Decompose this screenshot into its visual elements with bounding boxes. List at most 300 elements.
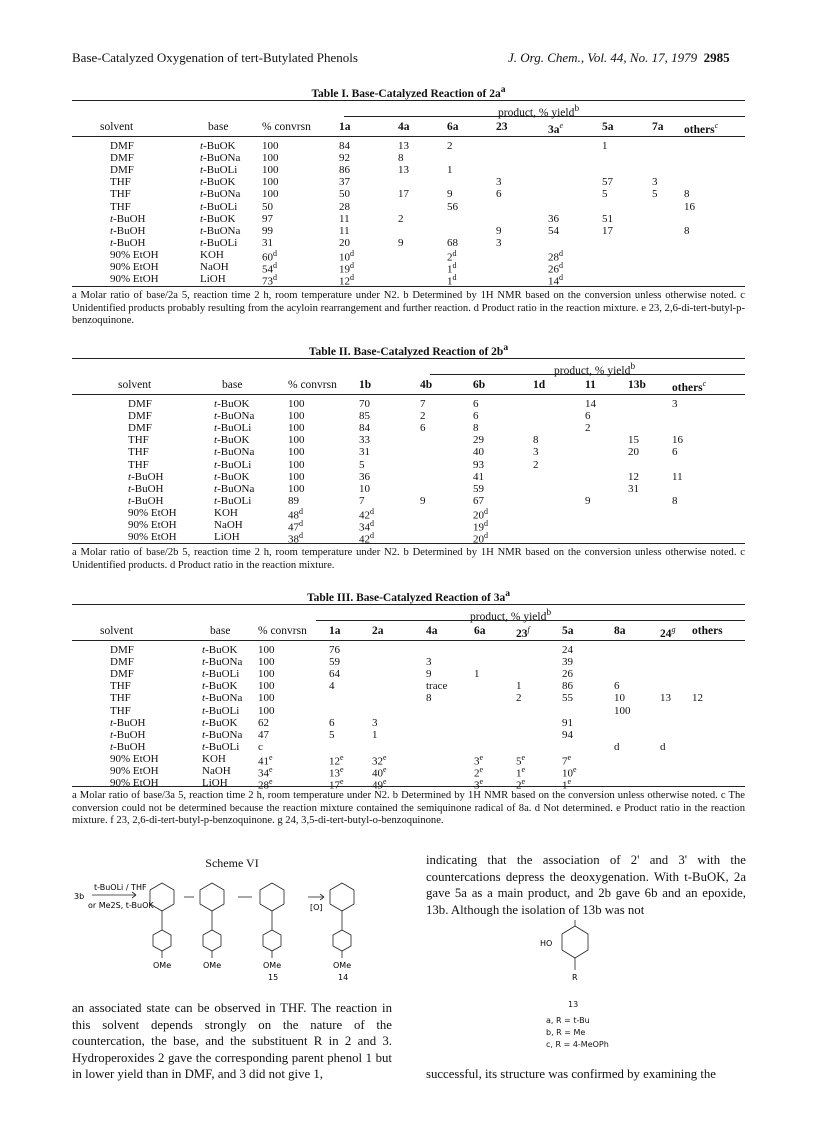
table3-cell: 55 xyxy=(562,692,573,705)
table2-cell: 31 xyxy=(359,446,370,459)
table2-cell: 15 xyxy=(628,434,639,447)
table1-cell: 3 xyxy=(496,176,502,189)
table2-cell: KOH xyxy=(214,506,238,519)
table1-cell: 3 xyxy=(652,176,658,189)
table2-cell: NaOH xyxy=(214,519,243,531)
table2-cell: 90% EtOH xyxy=(128,506,177,519)
table1-cell: 26$^d$ xyxy=(548,261,563,276)
table1-cell: 8 xyxy=(684,188,690,201)
table1-cell: 99 xyxy=(262,224,273,237)
table2-cell: 11 xyxy=(672,470,683,483)
table3-cell: 3 xyxy=(372,716,378,729)
table3-cell: 12e xyxy=(329,752,344,768)
table3-cell: 2e xyxy=(516,777,526,792)
table3-cell: 13 xyxy=(660,692,671,705)
table3-cell: THF xyxy=(110,704,131,717)
table2-cell: 6 xyxy=(473,398,479,410)
table1-cell: 84 xyxy=(339,140,350,152)
table2-cell: THF xyxy=(128,458,149,471)
table1-col-header: base xyxy=(208,121,229,133)
table2-cell: 100 xyxy=(288,446,305,459)
table3-cell: 1e xyxy=(516,765,526,780)
table1-cell: 100 xyxy=(262,140,279,152)
scheme-oxidant: [O] xyxy=(310,903,323,912)
table3-cell: 100 xyxy=(258,704,275,717)
table3-cell: 2 xyxy=(516,692,522,705)
table1-cell: KOH xyxy=(200,248,224,261)
table1-cell: t-BuOH xyxy=(110,236,146,249)
table2-cell: t-BuOH xyxy=(128,494,164,507)
table3-cell: t-BuOLi xyxy=(202,668,240,681)
table1-cell: 90% EtOH xyxy=(110,248,159,261)
table1-cell: THF xyxy=(110,176,131,189)
table2-cell: 59 xyxy=(473,482,484,495)
table3-col-header: 5a xyxy=(562,625,574,637)
table1-cell: 1$^d$ xyxy=(447,261,457,276)
table3-cell: 49e xyxy=(372,777,387,792)
table1-cell: 90% EtOH xyxy=(110,273,159,286)
table1-cell: 9 xyxy=(447,188,453,201)
table2-cell: t-BuONa xyxy=(214,446,255,459)
table2-cell: 90% EtOH xyxy=(128,519,177,531)
table3-cell: 3e xyxy=(474,752,484,768)
table1-cell: 1 xyxy=(447,164,453,177)
table2-cell: 5 xyxy=(359,458,365,471)
table1-cell: t-BuOK xyxy=(200,176,236,189)
table2-cell: t-BuOH xyxy=(128,482,164,495)
table3-cell: 6 xyxy=(614,680,620,693)
table1-cell: THF xyxy=(110,188,131,201)
table3-cell: d xyxy=(660,740,666,753)
table3-cell: 100 xyxy=(258,668,275,681)
table1-cell: 2$^d$ xyxy=(447,248,457,264)
table1-cell: 17 xyxy=(398,188,409,201)
table2-cell: 8 xyxy=(672,494,678,507)
table3-cell: trace xyxy=(426,680,448,693)
table2-cell: 12 xyxy=(628,470,639,483)
table2-cell: 34$^d$ xyxy=(359,519,374,534)
table2-cell: t-BuOLi xyxy=(214,422,252,435)
table3-cell: 100 xyxy=(614,704,631,717)
table2-cell: 70 xyxy=(359,398,370,410)
table1-cell: 50 xyxy=(262,200,273,213)
table3-cell: 13e xyxy=(329,765,344,780)
table3-cell: 47 xyxy=(258,728,269,741)
scheme-label-14: 14 xyxy=(338,973,349,982)
table2-cell: 20$^d$ xyxy=(473,531,488,546)
table3-col-header: 2a xyxy=(372,625,384,637)
table1-top-rule xyxy=(72,100,745,101)
running-header-left: Base-Catalyzed Oxygenation of tert-Butylated Phenols xyxy=(72,50,358,65)
table2-head-rule xyxy=(72,394,745,395)
table2-cell: 2 xyxy=(585,422,591,435)
table1-cell: 51 xyxy=(602,212,613,225)
table1-col-header: 23 xyxy=(496,121,508,133)
table3-cell: 32e xyxy=(372,752,387,768)
table1-cell: 9 xyxy=(496,224,502,237)
table3-col-header: base xyxy=(210,625,231,637)
table3-cell: 1 xyxy=(474,668,480,681)
table2-cell: 10 xyxy=(359,482,370,495)
table3-cell: t-BuOK xyxy=(202,716,238,729)
scheme-title: Scheme VI xyxy=(205,856,259,870)
table3-cell: t-BuOK xyxy=(202,680,238,693)
table2-cell: 100 xyxy=(288,398,305,410)
table2-cell: 47$^d$ xyxy=(288,519,303,534)
table2-cell: DMF xyxy=(128,398,152,410)
table3-cell: 59 xyxy=(329,656,340,669)
table1-col-header: 4a xyxy=(398,121,410,133)
table2-cell: 3 xyxy=(533,446,539,459)
table3-cell: 1 xyxy=(516,680,522,693)
table3-group-header: product, % yield$^b$ xyxy=(470,607,552,623)
table1-cell: DMF xyxy=(110,140,134,152)
table3-col-header: 6a xyxy=(474,625,486,637)
table1-col-header: solvent xyxy=(100,121,134,133)
table2-cell: 33 xyxy=(359,434,370,447)
table3-cell: 12 xyxy=(692,692,703,705)
table1-col-header: 7a xyxy=(652,121,664,133)
table3-col-header: 1a xyxy=(329,625,341,637)
table3-cell: 1 xyxy=(372,728,378,741)
table2-cell: 7 xyxy=(420,398,426,410)
compound-13-structure xyxy=(530,918,620,998)
table1-cell: 50 xyxy=(339,188,350,201)
table1-cell: 56 xyxy=(447,200,458,213)
table3-cell: NaOH xyxy=(202,765,231,777)
table2-col-header: 6b xyxy=(473,379,486,391)
table2-col-header: others$^c$ xyxy=(672,379,707,394)
table2-cell: 93 xyxy=(473,458,484,471)
table2-cell: 100 xyxy=(288,434,305,447)
table1-cell: t-BuOLi xyxy=(200,236,238,249)
table3-cell: 64 xyxy=(329,668,340,681)
table3-cell: 41e xyxy=(258,752,273,768)
left-column-paragraph: an associated state can be observed in THF. The reaction in this solvent depends strongly on the nature of the countercation, the base, and the substituent R in 2 and 3. Hydroperoxides 2 gave the corresponding parent phenol 1 but in lower yield than in DMF, and 3 did not give 1, xyxy=(72,1001,392,1082)
table3-col-header: 8a xyxy=(614,625,626,637)
table2-cell: 31 xyxy=(628,482,639,495)
table2-cell: 19$^d$ xyxy=(473,519,488,534)
table1-cell: 1 xyxy=(602,140,608,152)
table2-cell: 7 xyxy=(359,494,365,507)
table2-col-header: 13b xyxy=(628,379,646,391)
table3-cell: t-BuOH xyxy=(110,728,146,741)
table2-cell: 67 xyxy=(473,494,484,507)
table2-cell: 100 xyxy=(288,470,305,483)
table2-cell: 20$^d$ xyxy=(473,506,488,522)
table3-cell: 62 xyxy=(258,716,269,729)
table2-col-header: 4b xyxy=(420,379,433,391)
table2-cell: t-BuOH xyxy=(128,470,164,483)
table1-cell: 8 xyxy=(684,224,690,237)
table3-cell: KOH xyxy=(202,752,226,765)
compound-13-variant-a: a, R = t-Bu xyxy=(546,1016,590,1025)
table1-cell: 17 xyxy=(602,224,613,237)
table3-cell: 2e xyxy=(474,765,484,780)
table1-cell: 5 xyxy=(652,188,658,201)
table2-cell: t-BuOLi xyxy=(214,458,252,471)
table2-cell: t-BuOLi xyxy=(214,494,252,507)
table1-footnote: a Molar ratio of base/2a 5, reaction time 2 h, room temperature under N2. b Determined by 1H NMR based on the conversion unless otherwise noted. c Unidentified products probably resulting from the acyloin rearrangement and further reaction. d Product ratio in the reaction mixture. e 23, 2,6-di-tert-butyl-p-benzoquinone. xyxy=(72,290,745,326)
table1-cell: t-BuOLi xyxy=(200,164,238,177)
table2-group-header: product, % yield$^b$ xyxy=(554,361,636,377)
table3-cell: DMF xyxy=(110,644,134,656)
table1-cell: 97 xyxy=(262,212,273,225)
table1-cell: 13 xyxy=(398,140,409,152)
table1-caption: Table I. Base-Catalyzed Reaction of $2a^a$ xyxy=(311,84,506,100)
table1-cell: t-BuONa xyxy=(200,188,241,201)
table1-cell: 100 xyxy=(262,152,279,165)
table1-cell: 8 xyxy=(398,152,404,165)
table3-col-header: 24$^g$ xyxy=(660,625,676,640)
compound-13-variant-b: b, R = Me xyxy=(546,1028,586,1037)
table3-cell: 10e xyxy=(562,765,577,780)
compound-13-label: 13 xyxy=(568,1000,579,1009)
right-column-continuation: successful, its structure was confirmed by examining the xyxy=(426,1067,716,1081)
table2-cell: DMF xyxy=(128,410,152,423)
table1-bottom-rule xyxy=(72,286,745,287)
table1-cell: 86 xyxy=(339,164,350,177)
right-column-paragraph: indicating that the association of 2' and 3' with the countercations depress the deoxygenation. With t-BuOK, 2a gave 5a as a main product, and 2b gave 6b and an epoxide, 13b. Although the isolation of 13b was not xyxy=(426,853,746,917)
table3-cell: 7e xyxy=(562,752,572,768)
table2-cell: 6 xyxy=(585,410,591,423)
table3-cell: t-BuONa xyxy=(202,728,243,741)
table3-cell: 100 xyxy=(258,680,275,693)
table2-cell: 90% EtOH xyxy=(128,531,177,544)
table1-cell: 28$^d$ xyxy=(548,248,563,264)
table1-cell: 3 xyxy=(496,236,502,249)
table3-cell: DMF xyxy=(110,656,134,669)
scheme-ome-4: OMe xyxy=(333,961,352,970)
table3-cell: 3 xyxy=(426,656,432,669)
table1-cell: DMF xyxy=(110,152,134,165)
table2-cell: 89 xyxy=(288,494,299,507)
table2-cell: 2 xyxy=(420,410,426,423)
table2-col-header: 11 xyxy=(585,379,596,391)
table1-cell: t-BuONa xyxy=(200,224,241,237)
table1-cell: 100 xyxy=(262,164,279,177)
table1-cell: 16 xyxy=(684,200,695,213)
table1-cell: 1$^d$ xyxy=(447,273,457,288)
table3-cell: DMF xyxy=(110,668,134,681)
table1-cell: 60$^d$ xyxy=(262,248,277,264)
table2-cell: t-BuOK xyxy=(214,398,250,410)
table1-cell: 12$^d$ xyxy=(339,273,354,288)
table2-cell: LiOH xyxy=(214,531,240,544)
table3-cell: 86 xyxy=(562,680,573,693)
scheme-ome-1: OMe xyxy=(153,961,172,970)
scheme-ome-2: OMe xyxy=(203,961,222,970)
table2-cell: 6 xyxy=(420,422,426,435)
table1-cell: 5 xyxy=(602,188,608,201)
table3-cell: 90% EtOH xyxy=(110,765,159,777)
table2-cell: 3 xyxy=(672,398,678,410)
table1-cell: 11 xyxy=(339,224,350,237)
compound-13-ho: HO xyxy=(540,939,553,948)
table3-cell: 34e xyxy=(258,765,273,780)
table2-group-rule xyxy=(430,374,745,375)
table3-cell: 4 xyxy=(329,680,335,693)
compound-13-r: R xyxy=(572,973,578,982)
table2-top-rule xyxy=(72,358,745,359)
table1-cell: THF xyxy=(110,200,131,213)
table3-col-header: solvent xyxy=(100,625,134,637)
table2-cell: 9 xyxy=(585,494,591,507)
table1-cell: 28 xyxy=(339,200,350,213)
table3-head-rule xyxy=(72,640,745,641)
table1-cell: 92 xyxy=(339,152,350,165)
table1-cell: 11 xyxy=(339,212,350,225)
table3-cell: t-BuONa xyxy=(202,692,243,705)
table3-cell: THF xyxy=(110,692,131,705)
table2-cell: 14 xyxy=(585,398,596,410)
table1-cell: 100 xyxy=(262,176,279,189)
table2-cell: 100 xyxy=(288,422,305,435)
table2-cell: THF xyxy=(128,434,149,447)
table3-cell: 26 xyxy=(562,668,573,681)
table3-cell: 100 xyxy=(258,644,275,656)
table1-cell: 73$^d$ xyxy=(262,273,277,288)
table1-cell: 100 xyxy=(262,188,279,201)
table1-col-header: 5a xyxy=(602,121,614,133)
table3-cell: 90% EtOH xyxy=(110,752,159,765)
table1-cell: t-BuONa xyxy=(200,152,241,165)
table3-cell: 17e xyxy=(329,777,344,792)
table2-cell: 100 xyxy=(288,410,305,423)
table1-cell: 31 xyxy=(262,236,273,249)
table2-cell: 100 xyxy=(288,482,305,495)
table1-cell: DMF xyxy=(110,164,134,177)
table3-cell: t-BuOK xyxy=(202,644,238,656)
table3-cell: 9 xyxy=(426,668,432,681)
table2-cell: 6 xyxy=(473,410,479,423)
table2-col-header: % convrsn xyxy=(288,379,337,391)
table2-cell: t-BuONa xyxy=(214,482,255,495)
table1-col-header: others$^c$ xyxy=(684,121,719,136)
table1-cell: 9 xyxy=(398,236,404,249)
running-header-right xyxy=(508,50,730,66)
scheme-label-15: 15 xyxy=(268,973,279,982)
table3-cell: 28e xyxy=(258,777,273,792)
table1-cell: 90% EtOH xyxy=(110,261,159,273)
table3-cell: 1e xyxy=(562,777,572,792)
table3-cell: THF xyxy=(110,680,131,693)
table3-cell: t-BuOH xyxy=(110,740,146,753)
table3-col-header: 23$^f$ xyxy=(516,625,530,640)
table2-cell: t-BuOK xyxy=(214,470,250,483)
table1-cell: LiOH xyxy=(200,273,226,286)
page-number: 2985 xyxy=(703,50,730,65)
table3-cell: 5 xyxy=(329,728,335,741)
table2-col-header: solvent xyxy=(118,379,152,391)
table3-cell: d xyxy=(614,740,620,753)
table2-cell: 2 xyxy=(533,458,539,471)
table3-cell: 76 xyxy=(329,644,340,656)
journal-citation: J. Org. Chem., Vol. 44, No. 17, 1979 xyxy=(508,50,698,65)
table2-col-header: 1b xyxy=(359,379,372,391)
table3-cell: LiOH xyxy=(202,777,228,790)
table1-group-rule xyxy=(344,116,745,117)
scheme-reagent-bottom: or Me2S, t-BuOK xyxy=(88,901,154,910)
table1-col-header: % convrsn xyxy=(262,121,311,133)
table2-cell: 8 xyxy=(473,422,479,435)
table3-top-rule xyxy=(72,604,745,605)
table3-cell: 3e xyxy=(474,777,484,792)
table2-cell: 8 xyxy=(533,434,539,447)
table2-cell: 40 xyxy=(473,446,484,459)
table1-group-header: product, % yield$^b$ xyxy=(498,103,580,119)
table3-cell: 39 xyxy=(562,656,573,669)
table2-cell: 100 xyxy=(288,458,305,471)
table1-cell: 19$^d$ xyxy=(339,261,354,276)
table2-cell: 85 xyxy=(359,410,370,423)
table2-col-header: 1d xyxy=(533,379,546,391)
table1-head-rule xyxy=(72,136,745,137)
table1-cell: t-BuOLi xyxy=(200,200,238,213)
scheme-reagent-top: t-BuOLi / THF xyxy=(94,883,147,892)
table1-cell: NaOH xyxy=(200,261,229,273)
table2-bottom-rule xyxy=(72,543,745,544)
table2-cell: 9 xyxy=(420,494,426,507)
table1-cell: 54$^d$ xyxy=(262,261,277,276)
table1-col-header: 6a xyxy=(447,121,459,133)
table2-cell: DMF xyxy=(128,422,152,435)
table3-footnote: a Molar ratio of base/3a 5, reaction time 2 h, room temperature under N2. b Determined by 1H NMR based on the conversion unless otherwise noted. c The conversion could not be determined because the reaction mixture contained the semiquinone radical of 8a. d Not determined. e Product ratio in the reaction mixture. f 23, 2,6-di-tert-butyl-p-benzoquinone. g 24, 3,5-di-tert-butyl-o-benzoquinone. xyxy=(72,790,745,826)
table2-cell: t-BuOK xyxy=(214,434,250,447)
compound-13-variant-c: c, R = 4-MeOPh xyxy=(546,1040,609,1049)
table2-cell: 29 xyxy=(473,434,484,447)
table3-caption: Table III. Base-Catalyzed Reaction of $3a^a$ xyxy=(306,588,511,604)
scheme-start-label: 3b xyxy=(74,892,85,901)
table1-cell: 68 xyxy=(447,236,458,249)
table2-cell: THF xyxy=(128,446,149,459)
table3-cell: c xyxy=(258,740,263,753)
table1-cell: 20 xyxy=(339,236,350,249)
table1-cell: 54 xyxy=(548,224,559,237)
table1-cell: t-BuOK xyxy=(200,140,236,152)
table3-cell: 5e xyxy=(516,752,526,768)
table3-cell: 100 xyxy=(258,656,275,669)
table3-cell: t-BuOLi xyxy=(202,704,240,717)
table1-cell: t-BuOH xyxy=(110,212,146,225)
table1-cell: 37 xyxy=(339,176,350,189)
table1-cell: 13 xyxy=(398,164,409,177)
table2-cell: 36 xyxy=(359,470,370,483)
table3-cell: t-BuOH xyxy=(110,716,146,729)
table1-cell: 6 xyxy=(496,188,502,201)
table3-col-header: 4a xyxy=(426,625,438,637)
table1-cell: 2 xyxy=(447,140,453,152)
table1-cell: t-BuOK xyxy=(200,212,236,225)
table3-cell: 91 xyxy=(562,716,573,729)
scheme-vi-diagram xyxy=(72,870,392,982)
table3-cell: 6 xyxy=(329,716,335,729)
table2-cell: 42$^d$ xyxy=(359,531,374,546)
table2-caption: Table II. Base-Catalyzed Reaction of $2b^a$ xyxy=(308,342,509,358)
table3-cell: t-BuOLi xyxy=(202,740,240,753)
table2-cell: 16 xyxy=(672,434,683,447)
scheme-ome-3: OMe xyxy=(263,961,282,970)
table2-cell: 48$^d$ xyxy=(288,506,303,522)
table3-cell: 100 xyxy=(258,692,275,705)
table1-cell: 36 xyxy=(548,212,559,225)
table2-cell: t-BuONa xyxy=(214,410,255,423)
table1-cell: t-BuOH xyxy=(110,224,146,237)
table3-bottom-rule xyxy=(72,786,745,787)
table3-col-header: % convrsn xyxy=(258,625,307,637)
table1-cell: 14$^d$ xyxy=(548,273,563,288)
table1-cell: 2 xyxy=(398,212,404,225)
